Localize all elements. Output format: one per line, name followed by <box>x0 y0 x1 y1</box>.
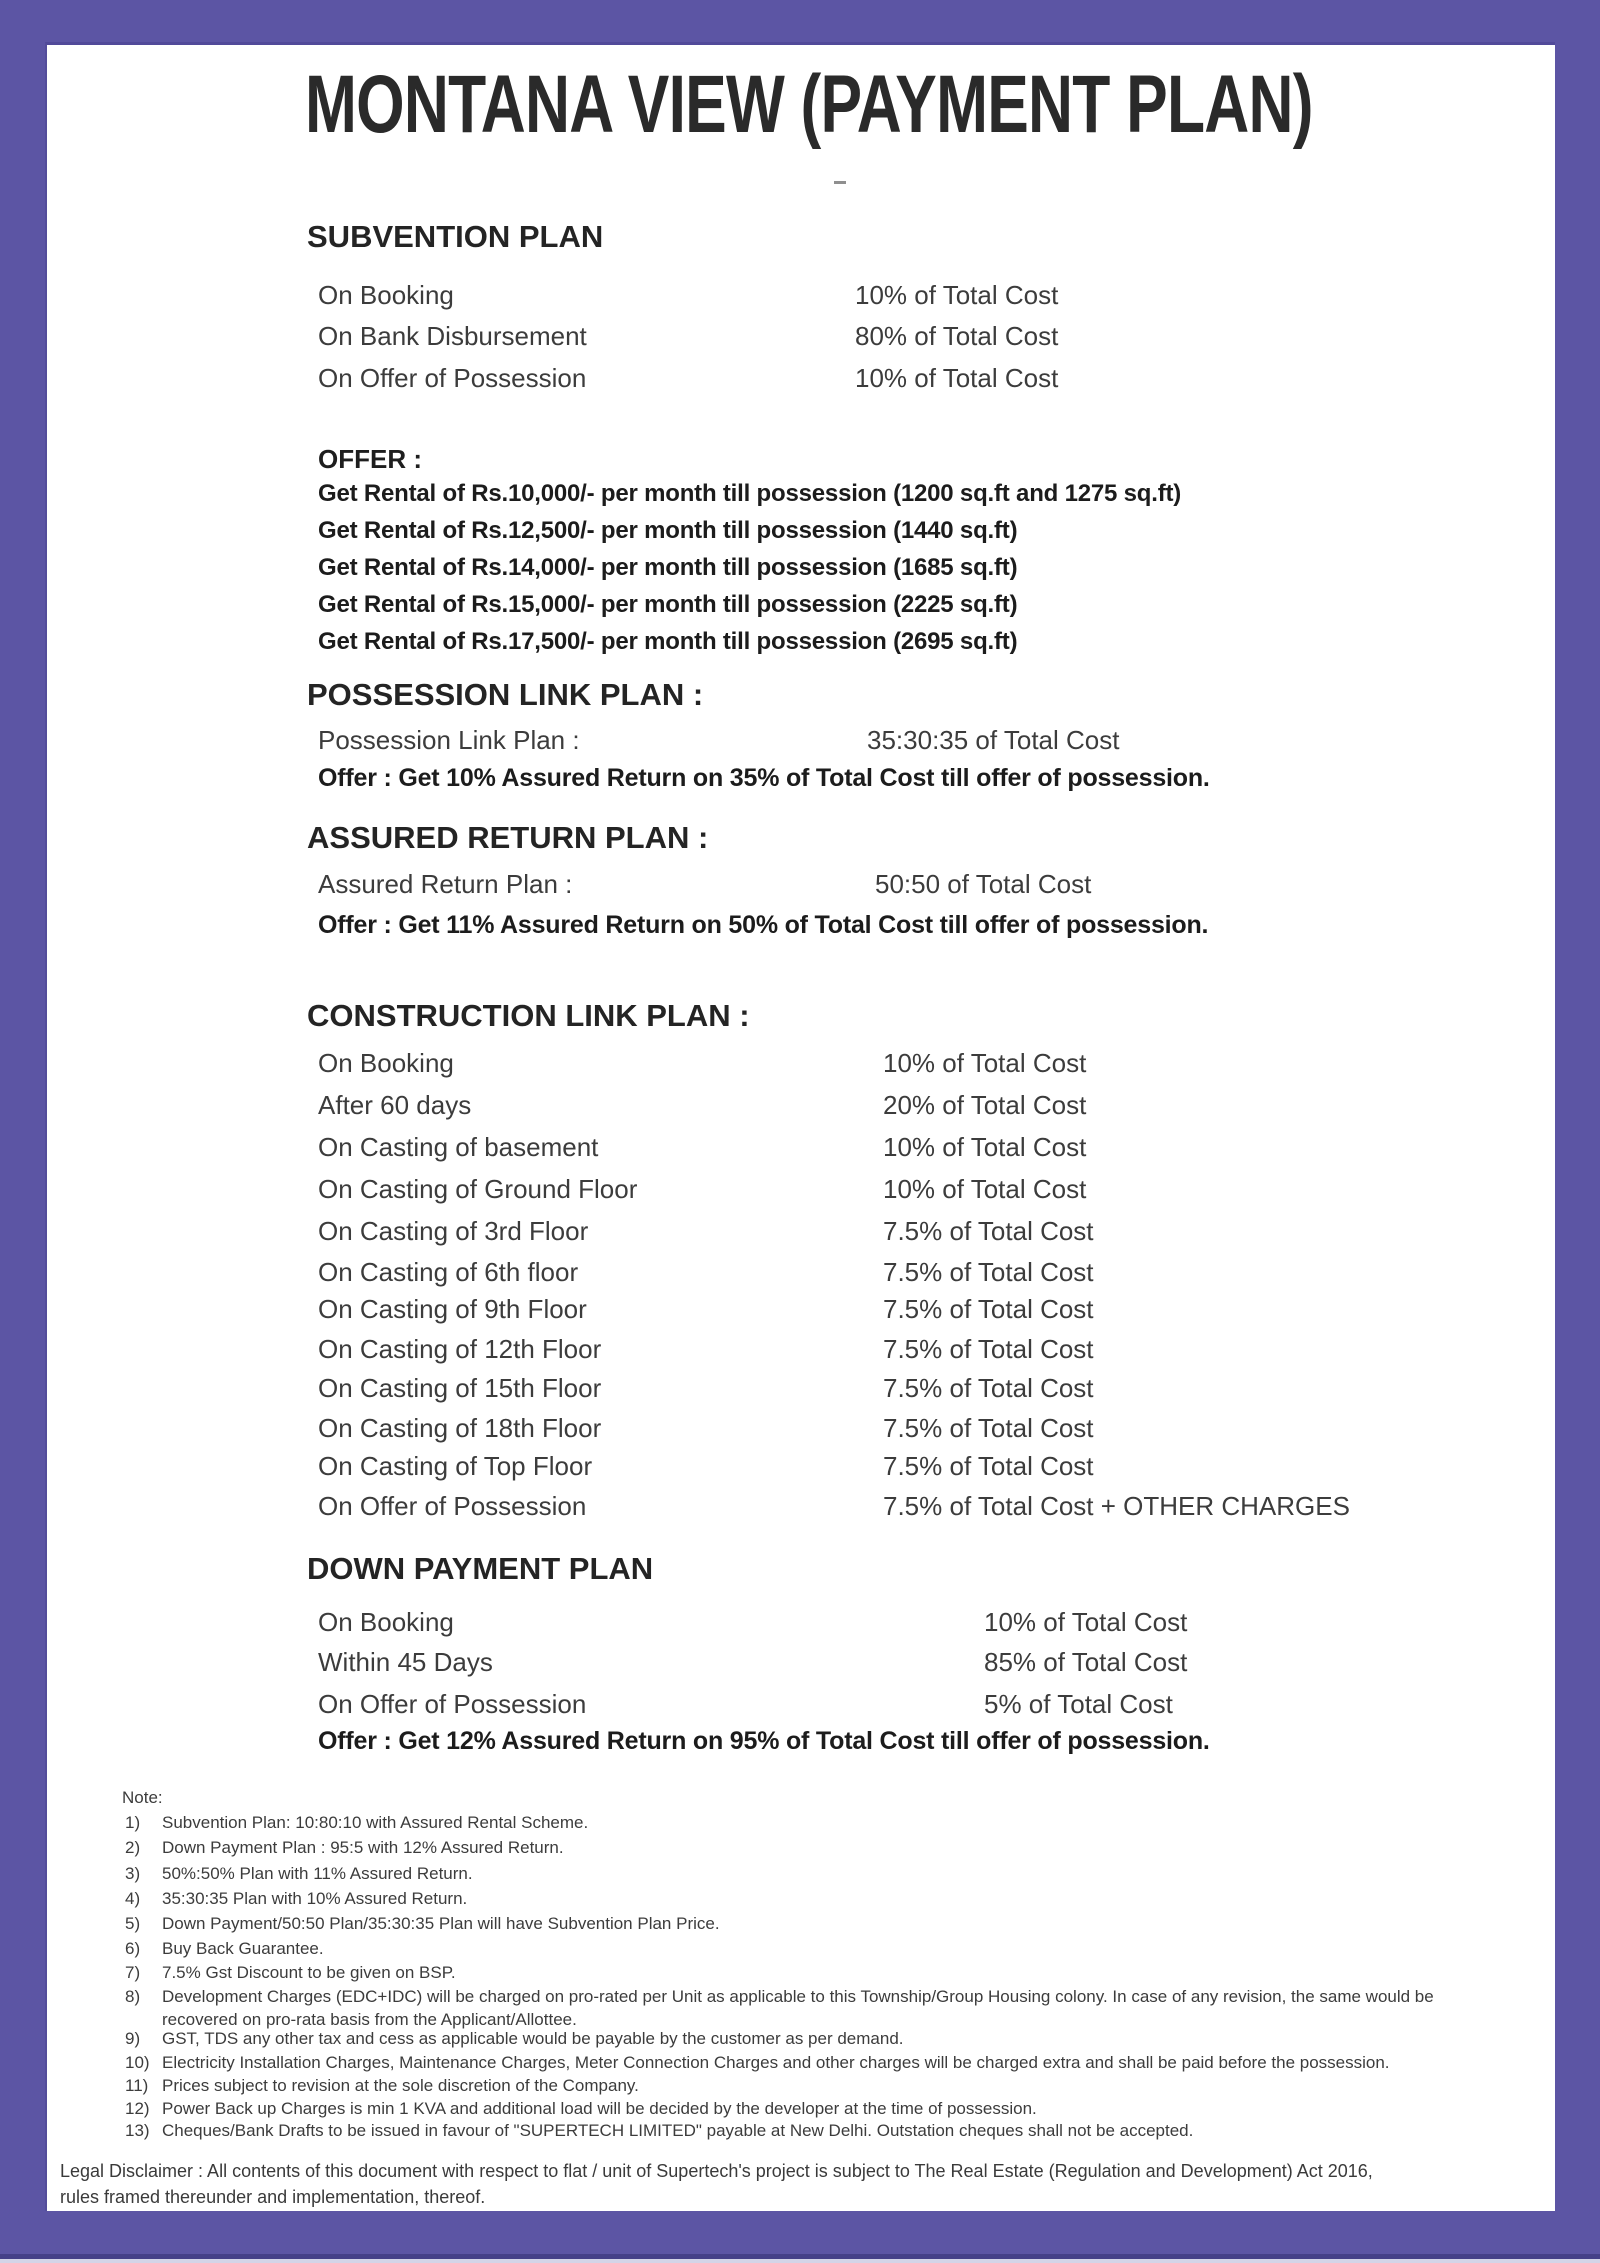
note-number: 1) <box>125 1813 141 1832</box>
plan-row-label: On Casting of 15th Floor <box>318 1373 602 1403</box>
plan-row-value: 10% of Total Cost <box>883 1132 1087 1162</box>
note-text: Subvention Plan: 10:80:10 with Assured Rental Scheme. <box>162 1813 589 1832</box>
plan-row-value: 85% of Total Cost <box>984 1647 1188 1677</box>
plan-row-value: 50:50 of Total Cost <box>875 869 1092 899</box>
offer-line: Get Rental of Rs.15,000/- per month till possession (2225 sq.ft) <box>318 591 1018 618</box>
page-title: MONTANA VIEW (PAYMENT PLAN) <box>305 59 1313 150</box>
note-text: 35:30:35 Plan with 10% Assured Return. <box>162 1889 468 1908</box>
plan-row <box>318 1413 1548 1444</box>
offer-line: Get Rental of Rs.10,000/- per month till possession (1200 sq.ft and 1275 sq.ft) <box>318 480 1182 507</box>
plan-row-value: 10% of Total Cost <box>984 1607 1188 1637</box>
plan-row <box>318 363 1548 394</box>
note-number: 9) <box>125 2029 141 2048</box>
offer-heading: OFFER : <box>318 444 422 474</box>
plan-row <box>318 1607 1548 1638</box>
plan-row-value: 20% of Total Cost <box>883 1090 1087 1120</box>
plan-row-value: 7.5% of Total Cost <box>883 1451 1094 1481</box>
plan-row-label: On Casting of 9th Floor <box>318 1294 587 1324</box>
note-item <box>125 1937 1507 1960</box>
plan-row-value: 7.5% of Total Cost <box>883 1257 1094 1287</box>
note-number: 13) <box>125 2121 150 2140</box>
section-heading-assured-return: ASSURED RETURN PLAN : <box>307 820 709 855</box>
plan-row <box>318 1451 1548 1482</box>
note-number: 4) <box>125 1889 141 1908</box>
note-text: Power Back up Charges is min 1 KVA and additional load will be decided by the developer at the time of possession. <box>162 2099 1037 2118</box>
section-heading-subvention: SUBVENTION PLAN <box>307 219 604 254</box>
note-item <box>125 2097 1507 2120</box>
stray-dash <box>834 181 846 184</box>
note-number: 12) <box>125 2099 150 2118</box>
note-text: Development Charges (EDC+IDC) will be charged on pro-rated per Unit as applicable to this Township/Group Housing colony. In case of any revision, the same would be recovered on pro-rata basis from the Applicant/Allottee. <box>162 1987 1434 2029</box>
plan-row-label: On Booking <box>318 1607 454 1637</box>
plan-row <box>318 1647 1548 1678</box>
offer-line: Offer : Get 10% Assured Return on 35% of Total Cost till offer of possession. <box>318 764 1210 792</box>
plan-row-label: On Casting of Top Floor <box>318 1451 593 1481</box>
plan-row-label: On Booking <box>318 1048 454 1078</box>
offer-line: Get Rental of Rs.14,000/- per month till possession (1685 sq.ft) <box>318 554 1018 581</box>
plan-row <box>318 1216 1548 1247</box>
note-number: 8) <box>125 1987 141 2006</box>
plan-row-label: On Booking <box>318 280 454 310</box>
notes-heading: Note: <box>122 1788 163 1807</box>
note-number: 2) <box>125 1838 141 1857</box>
plan-row-label: On Offer of Possession <box>318 1491 587 1521</box>
plan-row-label: On Casting of Ground Floor <box>318 1174 638 1204</box>
note-item <box>125 1985 1507 2031</box>
plan-row <box>318 1048 1548 1079</box>
note-item <box>125 1887 1507 1910</box>
note-text: 50%:50% Plan with 11% Assured Return. <box>162 1864 473 1883</box>
note-item <box>125 2119 1507 2142</box>
note-item <box>125 1961 1507 1984</box>
note-item <box>125 1912 1507 1935</box>
note-text: Prices subject to revision at the sole discretion of the Company. <box>162 2076 639 2095</box>
plan-row-value: 7.5% of Total Cost <box>883 1413 1094 1443</box>
plan-row <box>318 869 1548 900</box>
note-text: Down Payment/50:50 Plan/35:30:35 Plan will have Subvention Plan Price. <box>162 1914 720 1933</box>
offer-line: Offer : Get 12% Assured Return on 95% of Total Cost till offer of possession. <box>318 1727 1210 1755</box>
note-text: Cheques/Bank Drafts to be issued in favour of "SUPERTECH LIMITED" payable at New Delhi. Outstation cheques shall not be accepted. <box>162 2121 1194 2140</box>
note-text: 7.5% Gst Discount to be given on BSP. <box>162 1963 456 1982</box>
note-item <box>125 2027 1507 2050</box>
plan-row-value: 80% of Total Cost <box>855 321 1059 351</box>
plan-row-value: 10% of Total Cost <box>855 280 1059 310</box>
plan-row-label: On Casting of 12th Floor <box>318 1334 602 1364</box>
plan-row-value: 10% of Total Cost <box>883 1048 1087 1078</box>
note-text: Buy Back Guarantee. <box>162 1939 324 1958</box>
plan-row <box>318 1090 1548 1121</box>
plan-row-label: Within 45 Days <box>318 1647 493 1677</box>
plan-row <box>318 280 1548 311</box>
legal-disclaimer-line: rules framed thereunder and implementation, thereof. <box>60 2187 486 2207</box>
plan-row-label: On Offer of Possession <box>318 363 587 393</box>
note-number: 6) <box>125 1939 141 1958</box>
plan-row-label: On Offer of Possession <box>318 1689 587 1719</box>
plan-row-label: After 60 days <box>318 1090 472 1120</box>
plan-row-label: On Casting of basement <box>318 1132 599 1162</box>
plan-row <box>318 1294 1548 1325</box>
plan-row <box>318 1132 1548 1163</box>
note-item <box>125 1836 1507 1859</box>
plan-row-value: 10% of Total Cost <box>855 363 1059 393</box>
plan-row-value: 7.5% of Total Cost <box>883 1216 1094 1246</box>
note-number: 3) <box>125 1864 141 1883</box>
plan-row <box>318 1334 1548 1365</box>
plan-row-label: On Casting of 3rd Floor <box>318 1216 589 1246</box>
legal-disclaimer <box>60 2158 1373 2210</box>
plan-row-label: On Casting of 6th floor <box>318 1257 579 1287</box>
note-item <box>125 2051 1507 2074</box>
note-item <box>125 1811 1507 1834</box>
section-heading-possession: POSSESSION LINK PLAN : <box>307 677 704 712</box>
offer-line: Offer : Get 11% Assured Return on 50% of Total Cost till offer of possession. <box>318 911 1209 939</box>
plan-row-label: On Casting of 18th Floor <box>318 1413 602 1443</box>
plan-row-value: 5% of Total Cost <box>984 1689 1173 1719</box>
plan-row-value: 7.5% of Total Cost + OTHER CHARGES <box>883 1491 1350 1521</box>
plan-row <box>318 1689 1548 1720</box>
section-heading-down-payment: DOWN PAYMENT PLAN <box>307 1551 654 1586</box>
note-text: GST, TDS any other tax and cess as applicable would be payable by the customer as per demand. <box>162 2029 904 2048</box>
plan-row-value: 7.5% of Total Cost <box>883 1294 1094 1324</box>
plan-row-value: 35:30:35 of Total Cost <box>867 725 1120 755</box>
note-item <box>125 1862 1507 1885</box>
section-heading-construction: CONSTRUCTION LINK PLAN : <box>307 998 750 1033</box>
plan-row <box>318 1373 1548 1404</box>
note-text: Down Payment Plan : 95:5 with 12% Assured Return. <box>162 1838 564 1857</box>
plan-row-value: 7.5% of Total Cost <box>883 1334 1094 1364</box>
note-number: 10) <box>125 2053 150 2072</box>
plan-row-label: On Bank Disbursement <box>318 321 587 351</box>
plan-row-label: Assured Return Plan : <box>318 869 573 899</box>
plan-row <box>318 1257 1548 1288</box>
note-number: 7) <box>125 1963 141 1982</box>
note-number: 5) <box>125 1914 141 1933</box>
plan-row <box>318 1491 1548 1522</box>
bottom-pale-strip <box>0 2259 1600 2263</box>
note-number: 11) <box>125 2076 149 2095</box>
note-text: Electricity Installation Charges, Maintenance Charges, Meter Connection Charges and other charges will be charged extra and shall be paid before the possession. <box>162 2053 1390 2072</box>
plan-row-value: 7.5% of Total Cost <box>883 1373 1094 1403</box>
note-item <box>125 2074 1507 2097</box>
plan-row <box>318 725 1548 756</box>
plan-row <box>318 321 1548 352</box>
legal-disclaimer-line: Legal Disclaimer : All contents of this document with respect to flat / unit of Supertech's project is subject to The Real Estate (Regulation and Development) Act 2016, <box>60 2161 1373 2181</box>
plan-row-value: 10% of Total Cost <box>883 1174 1087 1204</box>
plan-row-label: Possession Link Plan : <box>318 725 580 755</box>
plan-row <box>318 1174 1548 1205</box>
offer-line: Get Rental of Rs.12,500/- per month till possession (1440 sq.ft) <box>318 517 1018 544</box>
offer-line: Get Rental of Rs.17,500/- per month till possession (2695 sq.ft) <box>318 628 1018 655</box>
